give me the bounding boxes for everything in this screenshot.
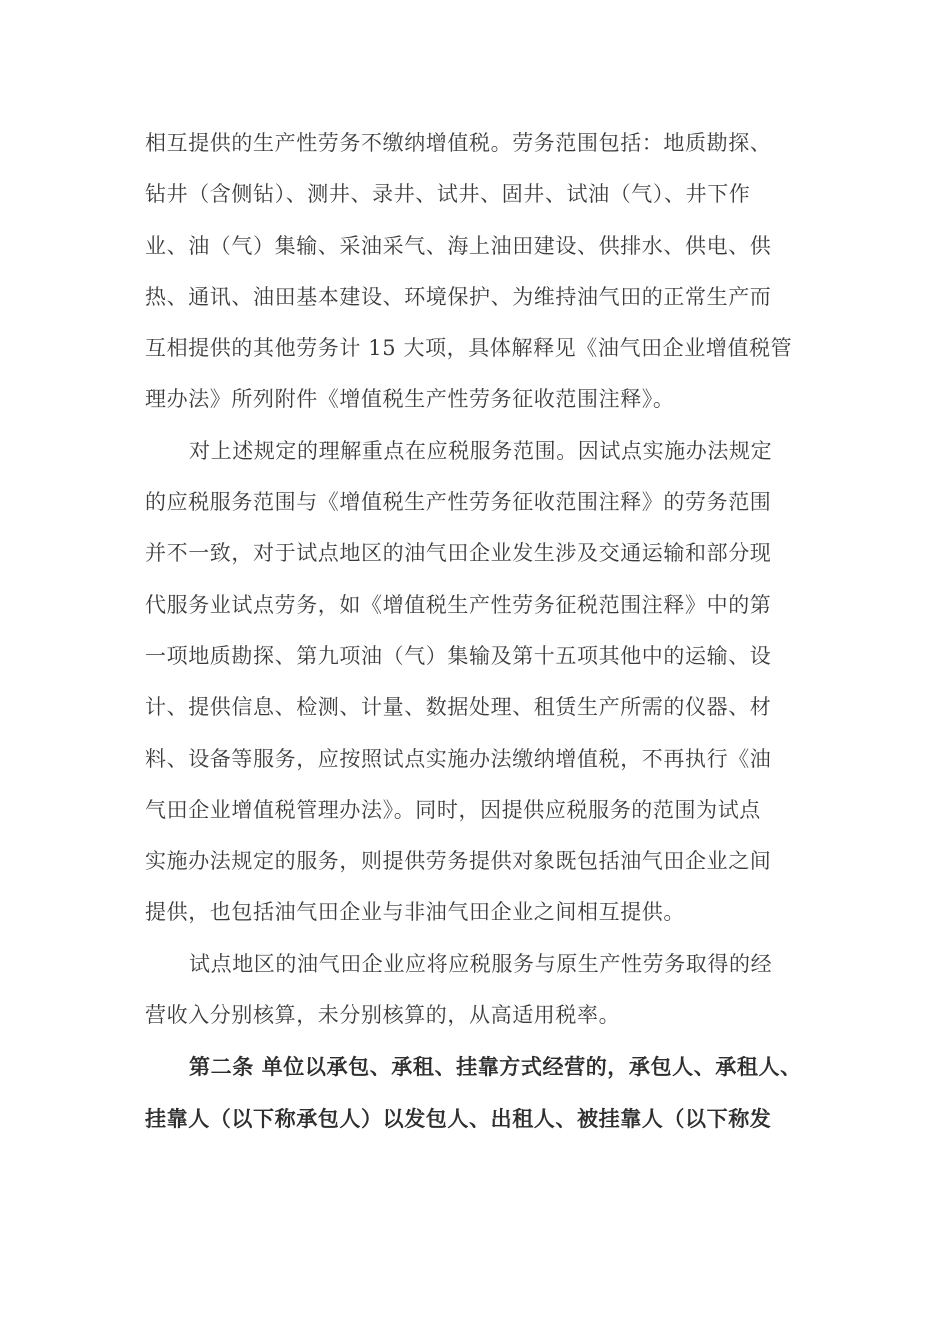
text-line: 互相提供的其他劳务计 15 大项，具体解释见《油气田企业增值税管 [145,336,793,361]
text-line: 提供，也包括油气田企业与非油气田企业之间相互提供。 [145,900,685,925]
text-line: 计、提供信息、检测、计量、数据处理、租赁生产所需的仪器、材 [145,695,772,720]
text-line: 热、通讯、油田基本建设、环境保护、为维持油气田的正常生产而 [145,284,772,309]
text-line: 实施办法规定的服务，则提供劳务提供对象既包括油气田企业之间 [145,849,772,874]
text-line: 气田企业增值税管理办法》。同时，因提供应税服务的范围为试点 [145,797,761,822]
text-line: 理办法》所列附件《增值税生产性劳务征收范围注释》。 [145,387,675,412]
text-line-bold: 第二条 单位以承包、承租、挂靠方式经营的，承包人、承租人、 [189,1054,802,1080]
text-line: 的应税服务范围与《增值税生产性劳务征收范围注释》的劳务范围 [145,490,772,515]
text-line-bold: 挂靠人（以下称承包人）以发包人、出租人、被挂靠人（以下称发 [145,1105,772,1131]
text-line: 业、油（气）集输、采油采气、海上油田建设、供排水、供电、供 [145,233,772,258]
paragraph-3 [145,939,815,1042]
text-line: 对上述规定的理解重点在应税服务范围。因试点实施办法规定 [189,438,773,463]
text-line: 营收入分别核算，未分别核算的，从高适用税率。 [145,1003,621,1028]
text-line: 代服务业试点劳务，如《增值税生产性劳务征税范围注释》中的第 [145,592,772,617]
text-line: 一项地质勘探、第九项油（气）集输及第十五项其他中的运输、设 [145,643,772,668]
text-line: 试点地区的油气田企业应将应税服务与原生产性劳务取得的经 [189,951,773,976]
text-line: 并不一致，对于试点地区的油气田企业发生涉及交通运输和部分现 [145,541,772,566]
text-line: 钻井（含侧钻）、测井、录井、试井、固井、试油（气）、井下作 [145,182,751,207]
paragraph-1 [145,118,815,426]
document-body [145,118,815,1144]
text-line: 料、设备等服务，应按照试点实施办法缴纳增值税，不再执行《油 [145,746,772,771]
paragraph-4-article-heading [145,1041,815,1144]
paragraph-2 [145,426,815,939]
text-line: 相互提供的生产性劳务不缴纳增值税。劳务范围包括：地质勘探、 [145,131,772,155]
